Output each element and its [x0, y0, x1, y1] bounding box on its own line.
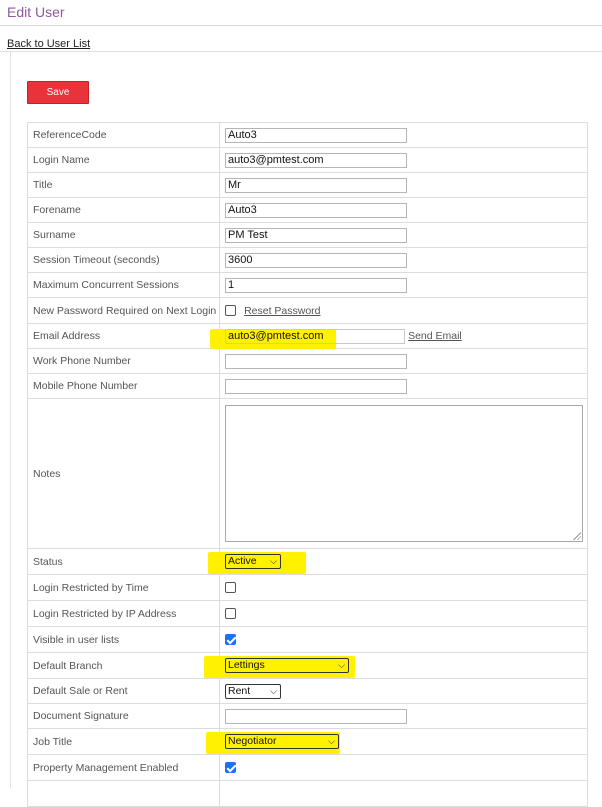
forename-input[interactable]: [225, 203, 407, 218]
visible-lists-label: Visible in user lists: [28, 627, 220, 653]
session-timeout-input[interactable]: [225, 253, 407, 268]
default-branch-label: Default Branch: [28, 653, 220, 679]
row-work-phone: [28, 349, 588, 374]
row-notes: [28, 399, 588, 549]
forename-label: Forename: [28, 198, 220, 223]
row-sale-or-rent: [28, 679, 588, 704]
restricted-time-label: Login Restricted by Time: [28, 575, 220, 601]
restricted-time-checkbox[interactable]: [225, 582, 236, 593]
partial-value: [220, 781, 588, 807]
row-status: [28, 549, 588, 575]
new-password-label: New Password Required on Next Login: [28, 298, 220, 324]
chevron-down-icon: ⌵: [270, 685, 277, 696]
status-selected-value: Active: [228, 555, 257, 567]
status-label: Status: [28, 549, 220, 575]
row-session-timeout: [28, 248, 588, 273]
job-title-label: Job Title: [28, 729, 220, 755]
doc-signature-input[interactable]: [225, 709, 407, 724]
restricted-ip-checkbox[interactable]: [225, 608, 236, 619]
new-password-checkbox[interactable]: [225, 305, 236, 316]
row-doc-signature: [28, 704, 588, 729]
reset-password-link[interactable]: Reset Password: [244, 304, 321, 317]
row-pm-enabled: [28, 755, 588, 781]
row-email: [28, 324, 588, 349]
send-email-link[interactable]: Send Email: [408, 330, 462, 342]
job-title-select[interactable]: [225, 734, 339, 749]
visible-lists-checkbox[interactable]: [225, 634, 236, 645]
branch-selected-value: Lettings: [228, 659, 265, 671]
row-login-name: [28, 148, 588, 173]
row-restricted-time: [28, 575, 588, 601]
chevron-down-icon: ⌵: [328, 736, 335, 746]
back-to-user-list-link[interactable]: Back to User List: [7, 38, 91, 50]
doc-signature-label: Document Signature: [28, 704, 220, 729]
surname-input[interactable]: [225, 228, 407, 243]
default-branch-select[interactable]: [225, 658, 349, 673]
title-label: Title: [28, 173, 220, 198]
title-input[interactable]: [225, 178, 407, 193]
row-forename: [28, 198, 588, 223]
page-title: Edit User: [7, 4, 65, 20]
reference-code-label: ReferenceCode: [28, 123, 220, 148]
row-title: [28, 173, 588, 198]
email-input[interactable]: [225, 329, 405, 344]
row-restricted-ip: [28, 601, 588, 627]
chevron-down-icon: ⌵: [270, 556, 277, 566]
session-timeout-label: Session Timeout (seconds): [28, 248, 220, 273]
job-title-selected-value: Negotiator: [228, 735, 277, 747]
pm-enabled-checkbox[interactable]: [225, 762, 236, 773]
resize-grip-icon[interactable]: [573, 532, 581, 540]
restricted-ip-label: Login Restricted by IP Address: [28, 601, 220, 627]
mobile-phone-label: Mobile Phone Number: [28, 374, 220, 399]
user-form-table: [27, 122, 588, 807]
work-phone-label: Work Phone Number: [28, 349, 220, 374]
save-button[interactable]: Save: [27, 81, 89, 104]
sale-or-rent-label: Default Sale or Rent: [28, 679, 220, 704]
row-partial: [28, 781, 588, 807]
title-bar: [0, 0, 602, 26]
row-visible-lists: [28, 627, 588, 653]
pm-enabled-label: Property Management Enabled: [28, 755, 220, 781]
sale-or-rent-select[interactable]: [225, 684, 281, 699]
notes-textarea[interactable]: [225, 405, 583, 542]
row-max-sessions: [28, 273, 588, 298]
row-reference-code: [28, 123, 588, 148]
notes-label: Notes: [28, 399, 220, 549]
max-sessions-label: Maximum Concurrent Sessions: [28, 273, 220, 298]
row-new-password: [28, 298, 588, 324]
row-default-branch: [28, 653, 588, 679]
mobile-phone-input[interactable]: [225, 379, 407, 394]
login-name-input[interactable]: [225, 153, 407, 168]
partial-label: [28, 781, 220, 807]
surname-label: Surname: [28, 223, 220, 248]
row-job-title: [28, 729, 588, 755]
row-mobile-phone: [28, 374, 588, 399]
chevron-down-icon: ⌵: [338, 660, 345, 670]
email-label: Email Address: [28, 324, 220, 349]
sale-or-rent-selected-value: Rent: [228, 684, 251, 697]
login-name-label: Login Name: [28, 148, 220, 173]
max-sessions-input[interactable]: [225, 278, 407, 293]
status-select[interactable]: [225, 554, 281, 569]
work-phone-input[interactable]: [225, 354, 407, 369]
reference-code-input[interactable]: [225, 128, 407, 143]
row-surname: [28, 223, 588, 248]
